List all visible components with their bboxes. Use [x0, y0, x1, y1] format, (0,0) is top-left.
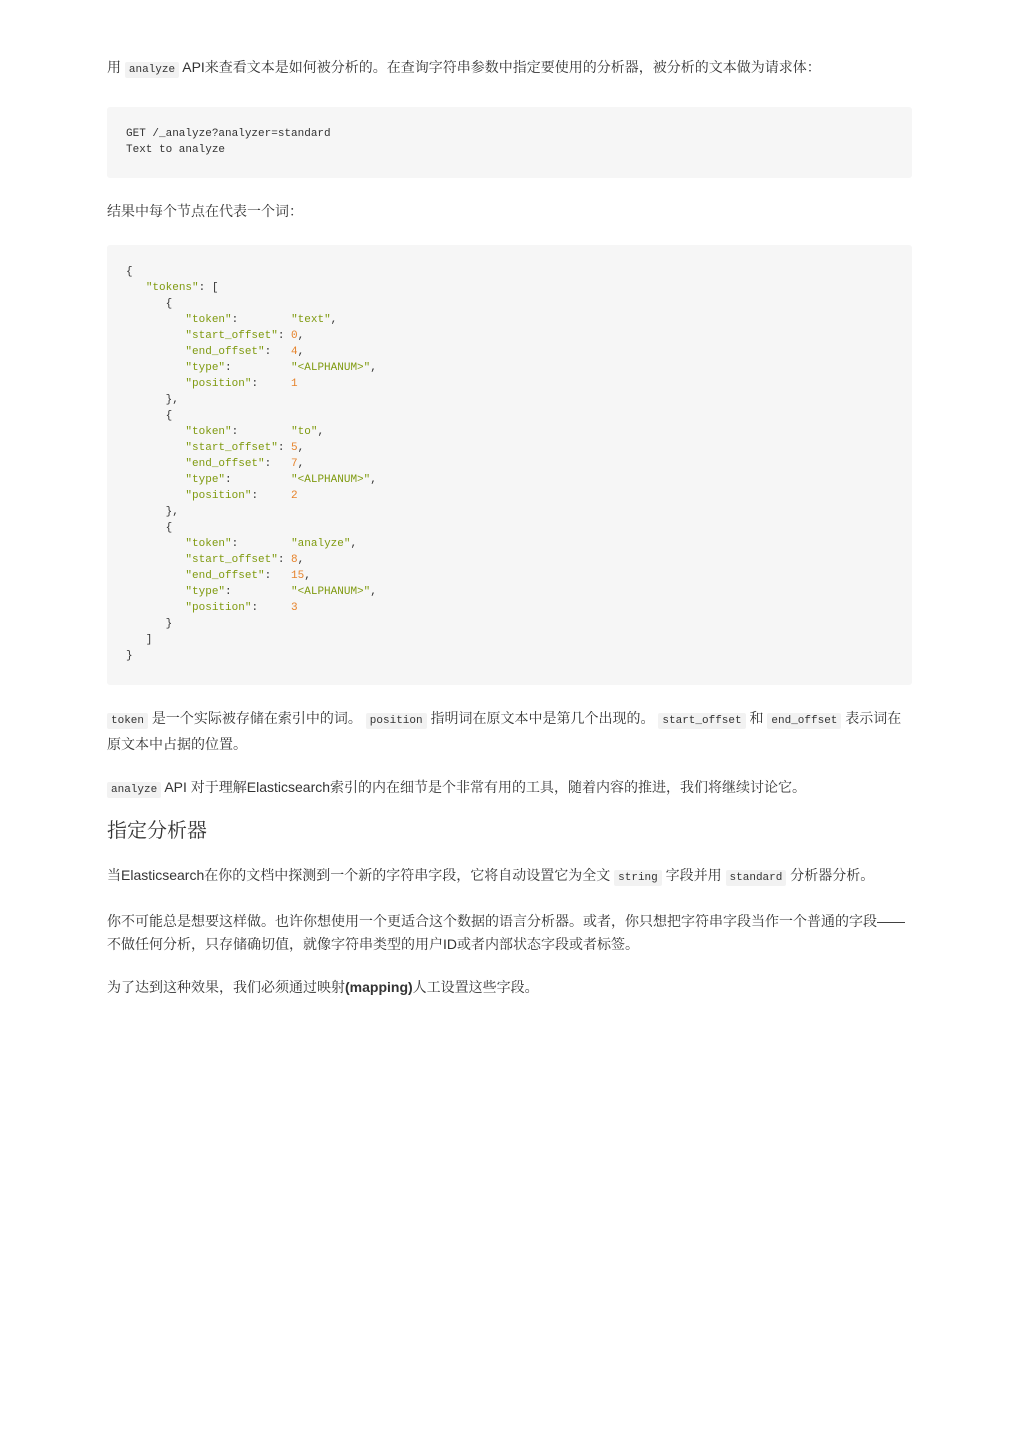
auto-detect-paragraph: 当Elasticsearch在你的文档中探测到一个新的字符串字段，它将自动设置它为全文 string 字段并用 standard 分析器分析。 [107, 867, 875, 884]
inline-code-end-offset: end_offset [767, 713, 841, 729]
analyze-intro-paragraph: 用 analyze API来查看文本是如何被分析的。在查询字符串参数中指定要使用的分析器，被分析的文本做为请求体： [107, 59, 821, 76]
language-analyzer-paragraph: 你不可能总是想要这样做。也许你想使用一个更适合这个数据的语言分析器。或者，你只想把字符串字段当作一个普通的字段——不做任何分析，只存储确切值，就像字符串类型的用户ID或者内部状态字段或者标签。 [107, 913, 905, 952]
response-code-block: { "tokens": [ { "token": "text", "start_offset": 0, "end_offset": 4, "type": "<ALPHANUM>", "position": 1 }, { "token": "to", "start_offset": 5, "end_offset": 7, "type": "<ALPHANUM>", "position": 2 }, { "token": "analyze", "start_offset": 8, "end_offset": 15, "type": "<ALPHANUM>", "position": 3 } ] } [107, 245, 912, 685]
token-explanation-paragraph: token 是一个实际被存储在索引中的词。 position 指明词在原文本中是第几个出现的。 start_offset 和 end_offset 表示词在原文本中占据的位置。 [107, 710, 902, 752]
inline-code-token: token [107, 713, 148, 729]
mapping-paragraph: 为了达到这种效果，我们必须通过映射(mapping)人工设置这些字段。 [107, 979, 539, 995]
analyze-api-paragraph: analyze API 对于理解Elasticsearch索引的内在细节是个非常有用的工具，随着内容的推进，我们将继续讨论它。 [107, 776, 912, 802]
inline-code-string: string [614, 870, 662, 886]
section-heading: 指定分析器 [107, 820, 207, 842]
inline-code-position: position [366, 713, 427, 729]
result-intro-paragraph: 结果中每个节点在代表一个词： [107, 203, 303, 219]
inline-code-analyze: analyze [125, 62, 179, 78]
inline-code-start-offset: start_offset [658, 713, 745, 729]
request-code-block: GET /_analyze?analyzer=standard Text to analyze [107, 107, 912, 178]
inline-code-analyze-2: analyze [107, 782, 161, 798]
mapping-bold: (mapping) [345, 979, 413, 995]
inline-code-standard: standard [726, 870, 787, 886]
